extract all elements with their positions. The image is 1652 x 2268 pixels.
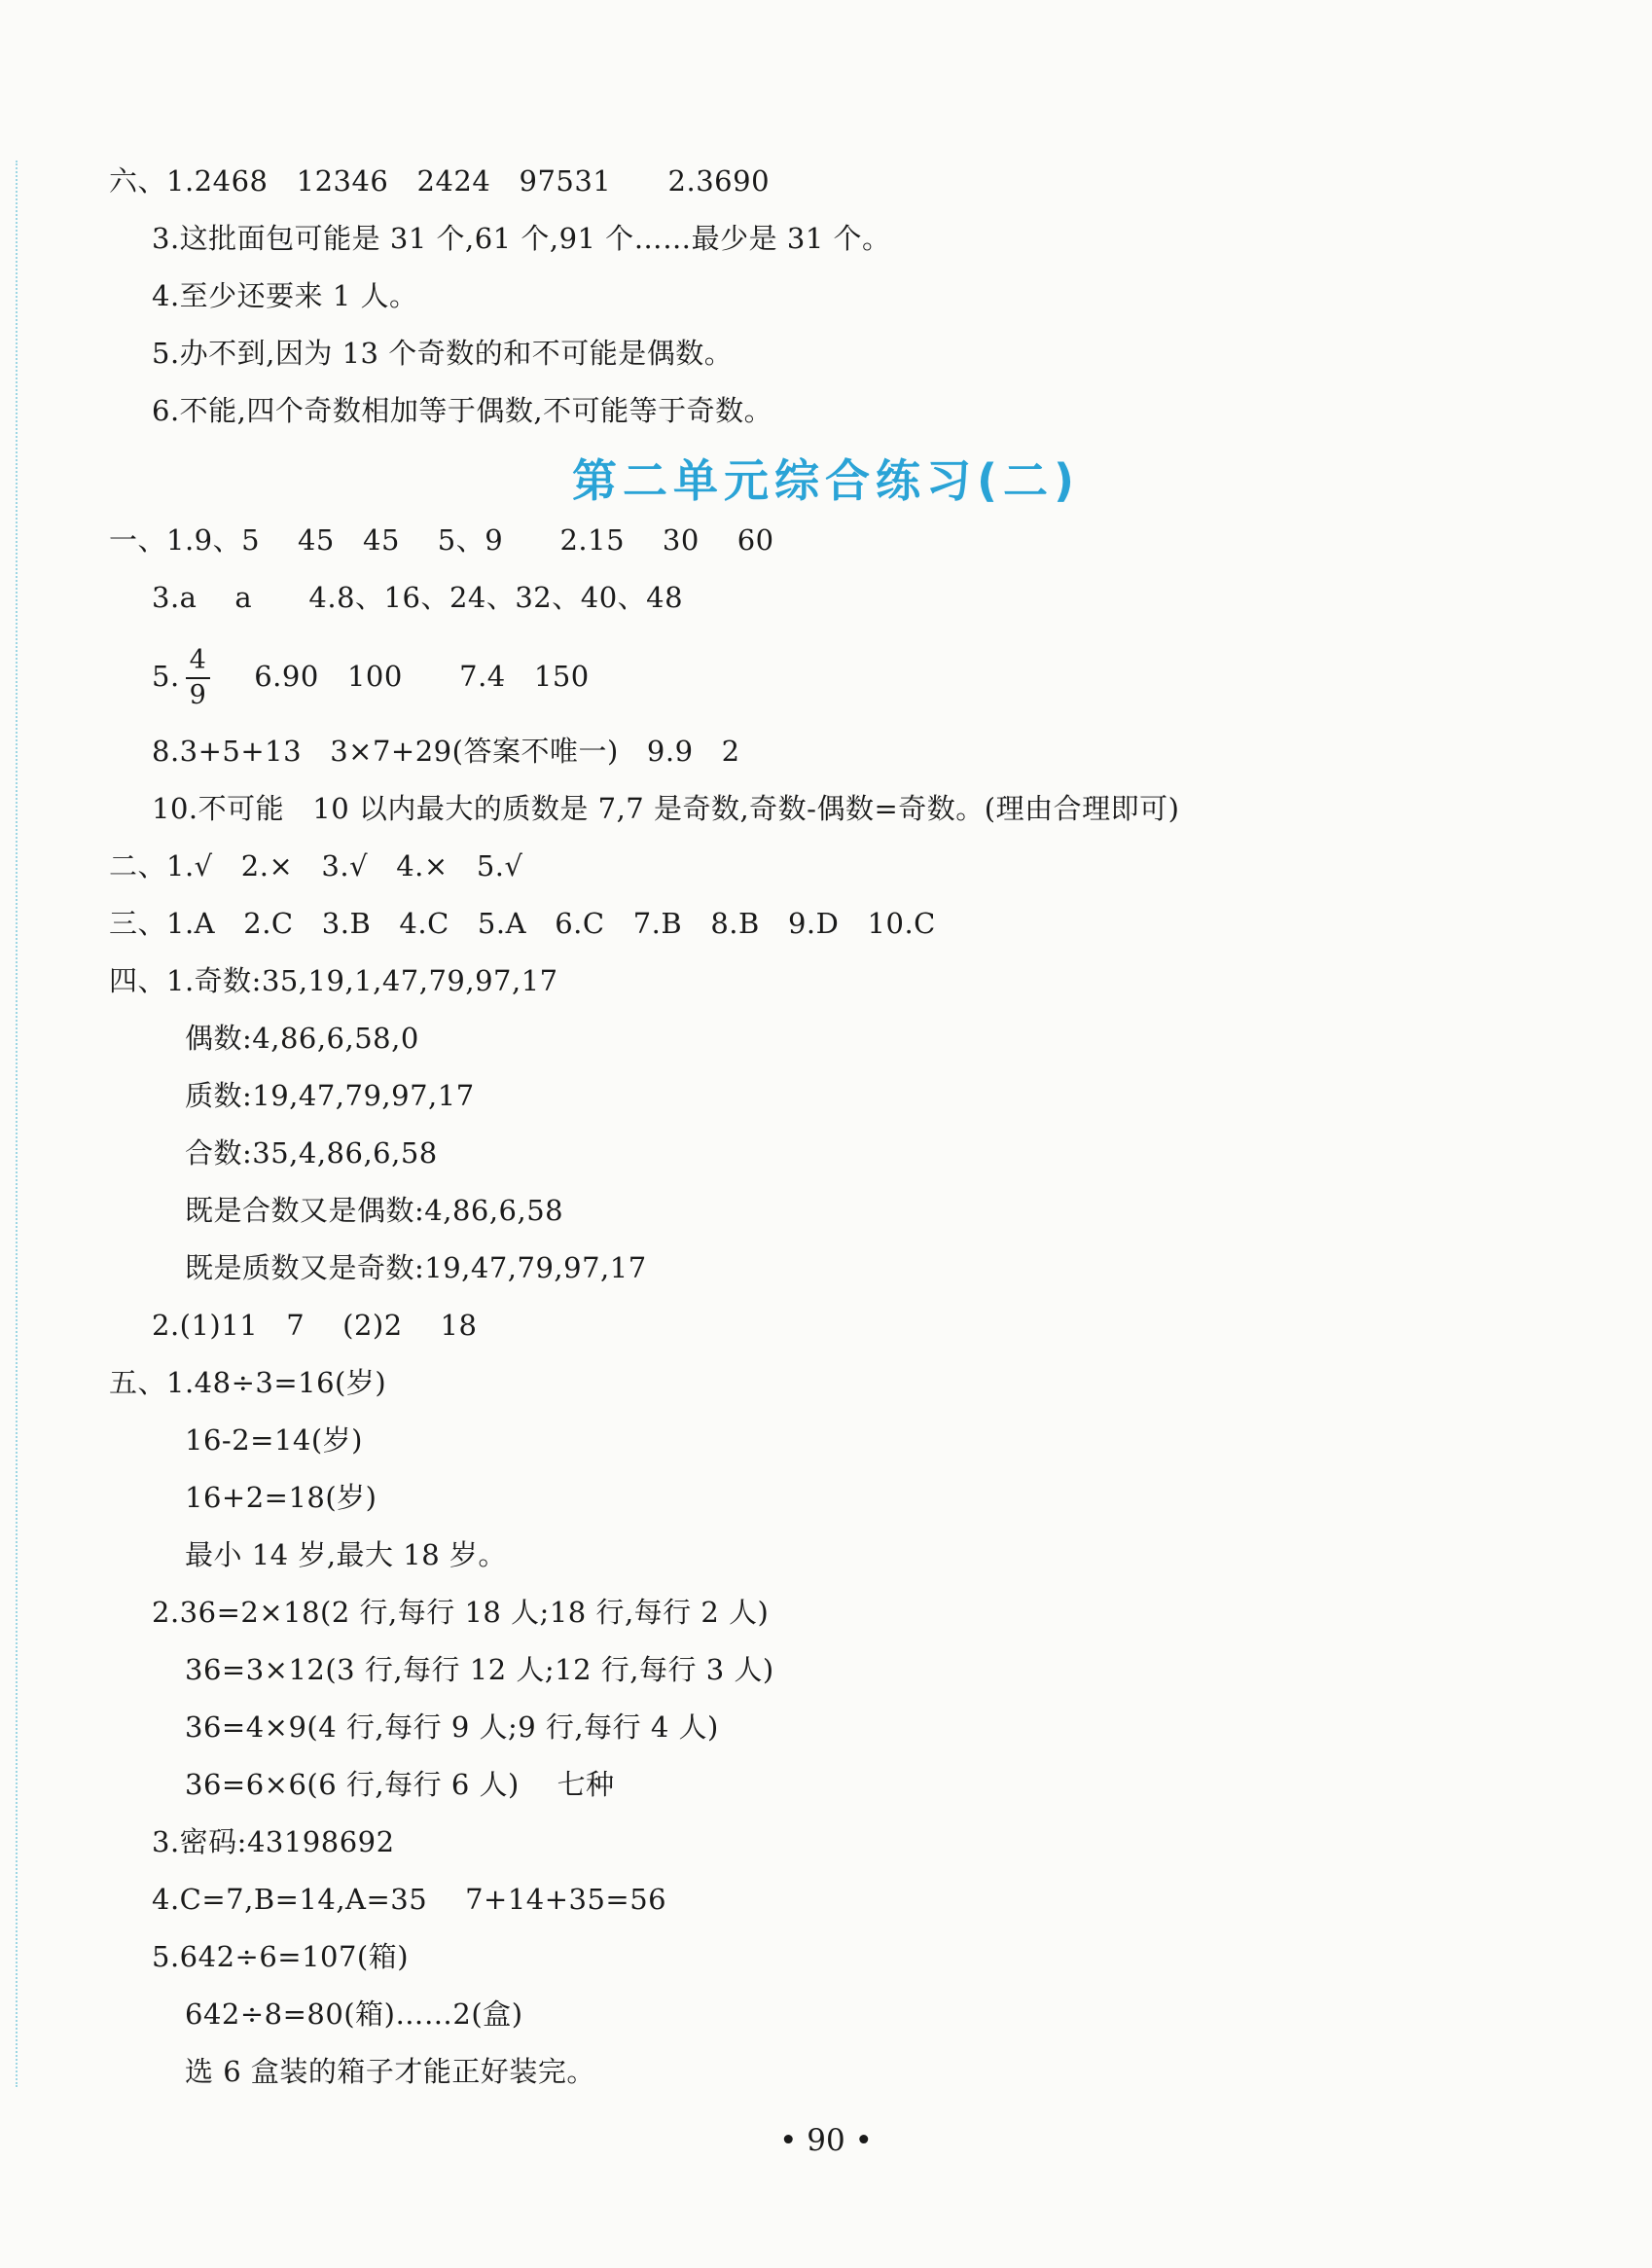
answer-line: 最小 14 岁,最大 18 岁。: [185, 1538, 507, 1571]
answer-line: 36=4×9(4 行,每行 9 人;9 行,每行 4 人): [185, 1710, 719, 1744]
fraction-denominator: 9: [189, 680, 207, 710]
answer-line: 三、1.A 2.C 3.B 4.C 5.A 6.C 7.B 8.B 9.D 10.C: [109, 907, 936, 940]
answer-line: 16+2=18(岁): [185, 1481, 377, 1514]
answer-line: 36=3×12(3 行,每行 12 人;12 行,每行 3 人): [185, 1653, 774, 1686]
fraction-rest: 6.90 100 7.4 150: [216, 660, 590, 693]
answer-line: 8.3+5+13 3×7+29(答案不唯一) 9.9 2: [152, 735, 740, 768]
answer-line: 3.密码:43198692: [152, 1825, 395, 1858]
answer-line: 5.办不到,因为 13 个奇数的和不可能是偶数。: [152, 337, 734, 370]
answer-line: 既是质数又是奇数:19,47,79,97,17: [185, 1251, 647, 1284]
answer-line: 642÷8=80(箱)……2(盒): [185, 1998, 523, 2031]
answer-line: 既是合数又是偶数:4,86,6,58: [185, 1194, 564, 1227]
answer-line: 一、1.9、5 45 45 5、9 2.15 30 60: [109, 523, 774, 557]
answer-line: 4.C=7,B=14,A=35 7+14+35=56: [152, 1883, 667, 1916]
page-number: • 90 •: [779, 2123, 873, 2158]
answer-line: 四、1.奇数:35,19,1,47,79,97,17: [109, 964, 558, 997]
answer-line-fraction: [152, 644, 590, 712]
fraction: [186, 644, 211, 712]
answer-line: 10.不可能 10 以内最大的质数是 7,7 是奇数,奇数-偶数=奇数。(理由合理即可): [152, 792, 1180, 825]
answer-line: 选 6 盒装的箱子才能正好装完。: [185, 2055, 595, 2088]
answer-line: 4.至少还要来 1 人。: [152, 279, 418, 312]
answer-line: 六、1.2468 12346 2424 97531 2.3690: [109, 164, 771, 198]
answer-line: 6.不能,四个奇数相加等于偶数,不可能等于奇数。: [152, 394, 773, 427]
answer-line: 36=6×6(6 行,每行 6 人) 七种: [185, 1768, 615, 1801]
answer-line: 合数:35,4,86,6,58: [185, 1136, 438, 1170]
answer-line: 2.36=2×18(2 行,每行 18 人;18 行,每行 2 人): [152, 1596, 770, 1629]
answer-line: 5.642÷6=107(箱): [152, 1940, 410, 1973]
answer-line: 16-2=14(岁): [185, 1423, 363, 1457]
section-title: 第二单元综合练习(二): [571, 454, 1081, 507]
answer-line: 五、1.48÷3=16(岁): [109, 1366, 387, 1399]
answer-line: 质数:19,47,79,97,17: [185, 1079, 475, 1112]
answer-line: 二、1.√ 2.× 3.√ 4.× 5.√: [109, 849, 523, 882]
answer-line: 3.这批面包可能是 31 个,61 个,91 个……最少是 31 个。: [152, 222, 891, 255]
answer-line: 偶数:4,86,6,58,0: [185, 1022, 419, 1055]
fraction-prefix: 5.: [152, 660, 180, 693]
answer-line: 2.(1)11 7 (2)2 18: [152, 1309, 478, 1342]
fraction-numerator: 4: [186, 644, 211, 679]
answer-line: 3.a a 4.8、16、24、32、40、48: [152, 581, 684, 614]
